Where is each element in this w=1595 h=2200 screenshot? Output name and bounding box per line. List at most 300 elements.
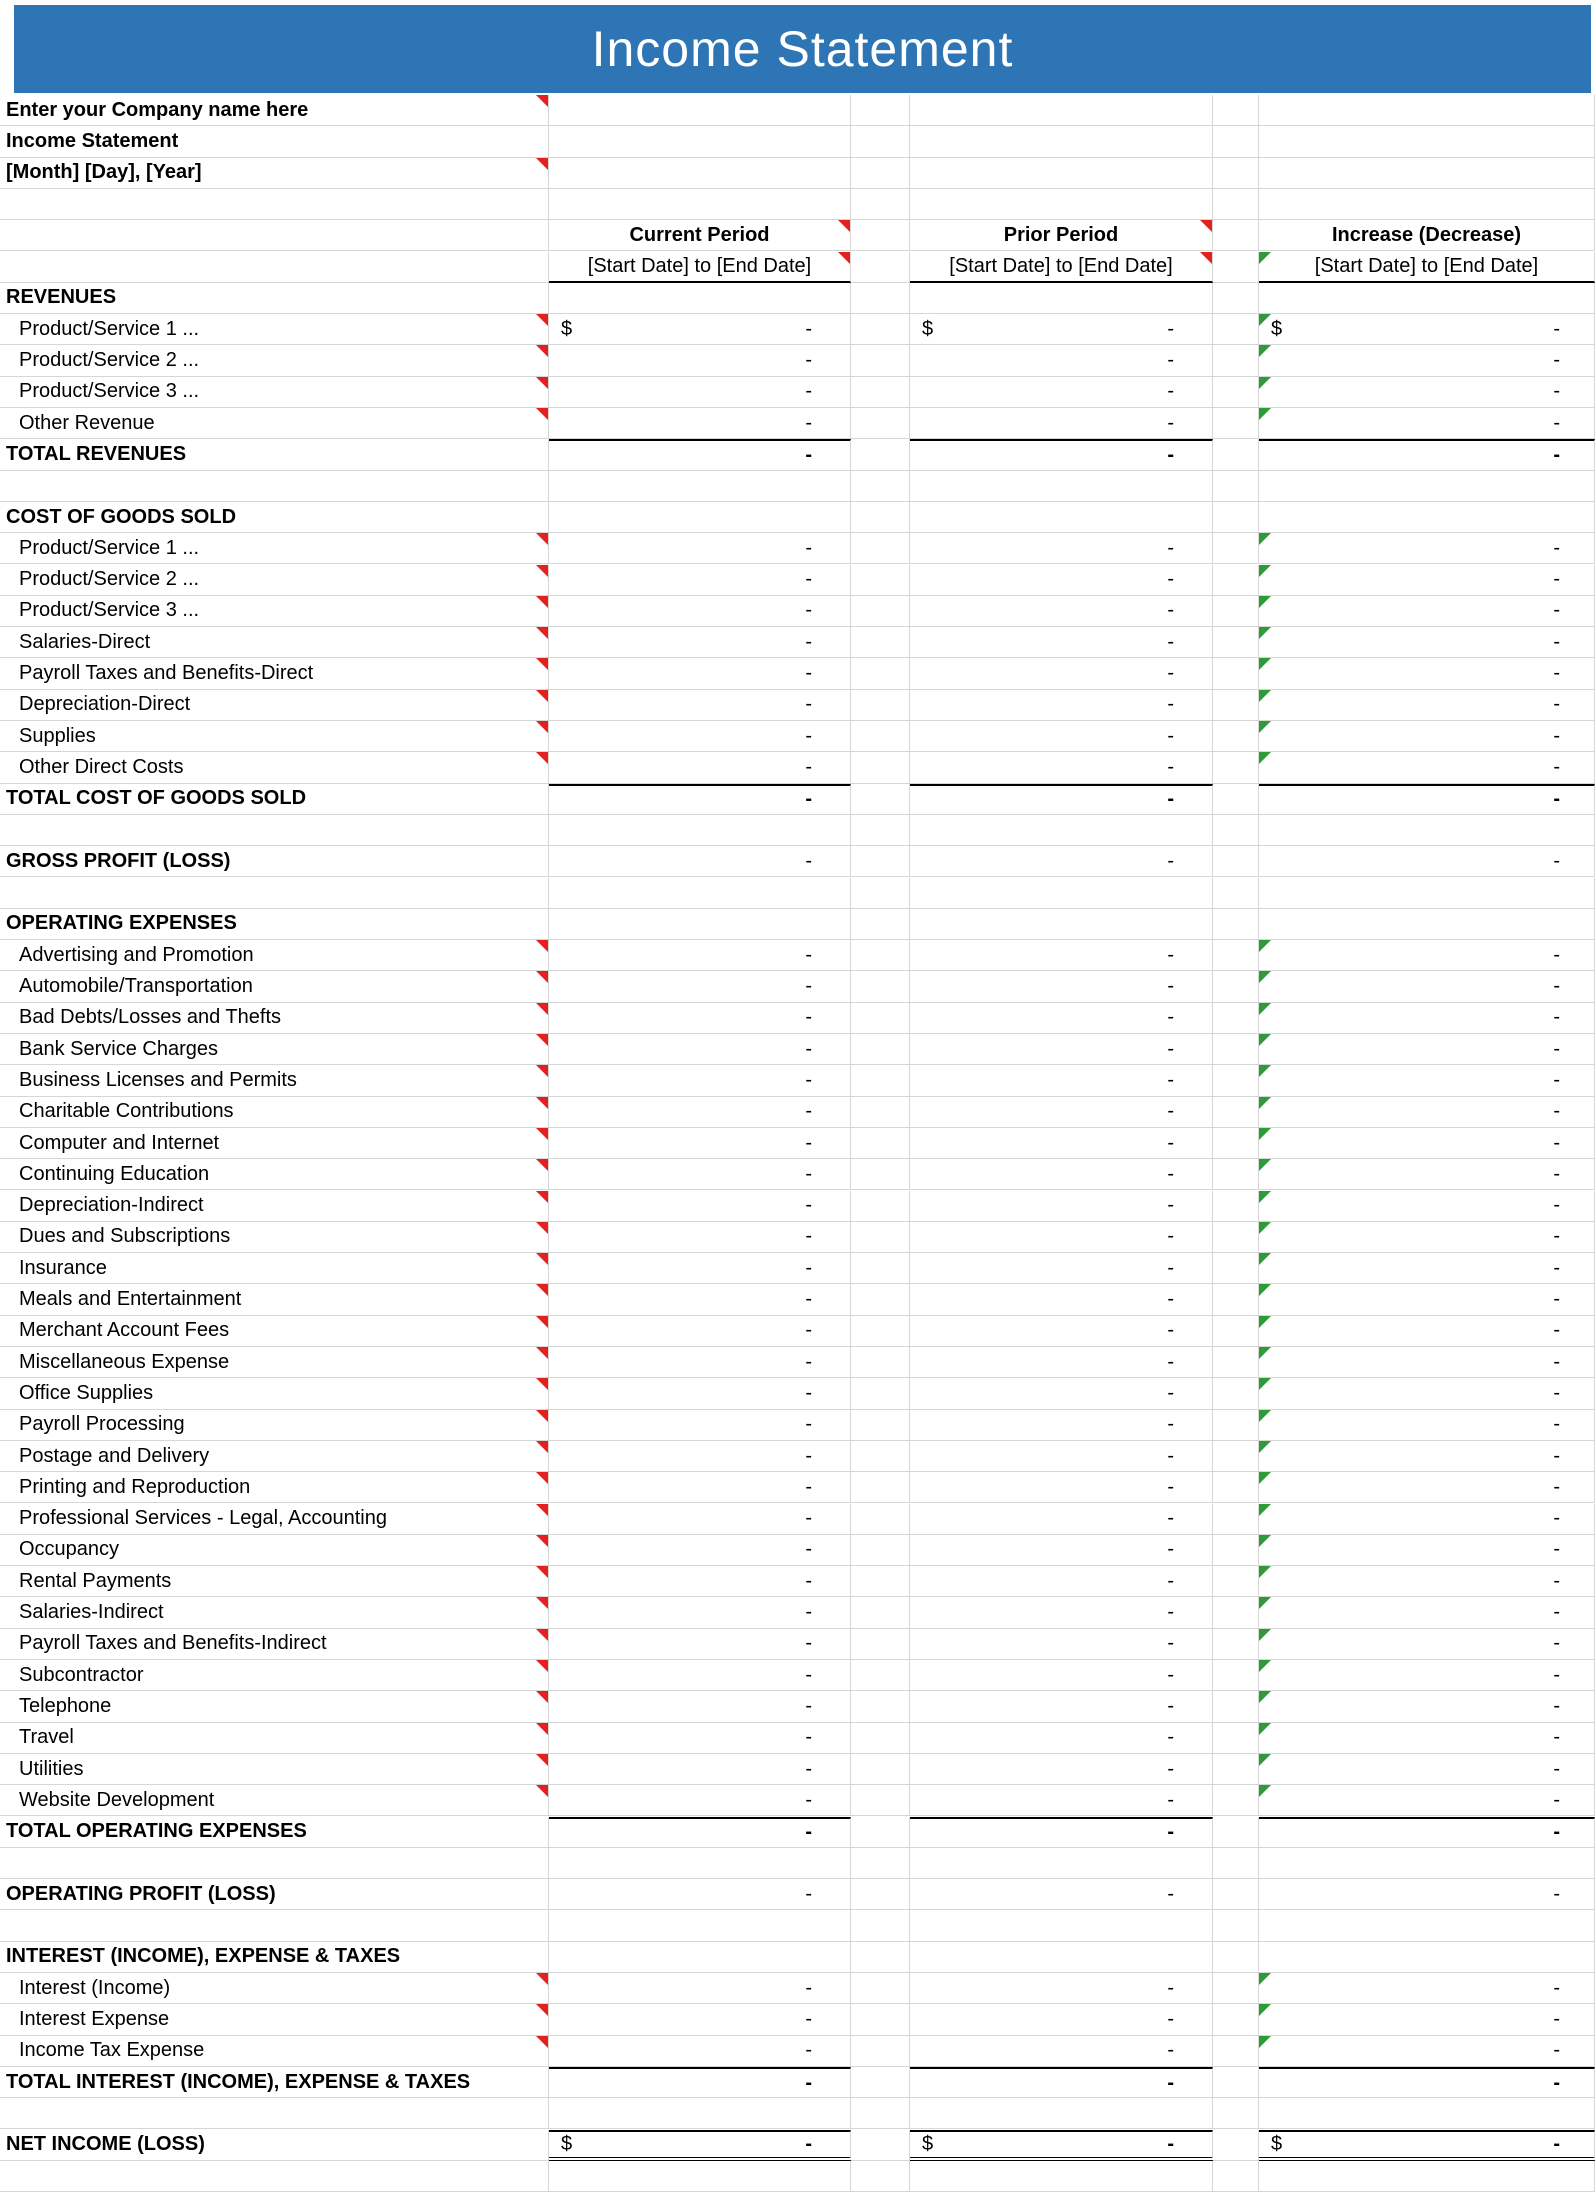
current-period-cell[interactable] [549, 1504, 851, 1535]
prior-period-cell[interactable] [910, 1535, 1213, 1566]
spacer-cell[interactable] [851, 220, 910, 251]
label-cell[interactable] [0, 1222, 549, 1253]
prior-period-cell[interactable] [910, 1097, 1213, 1128]
label-cell[interactable] [0, 1410, 549, 1441]
spacer-cell[interactable] [1213, 1942, 1259, 1973]
label-cell[interactable] [0, 1159, 549, 1190]
current-period-cell[interactable] [549, 1879, 851, 1910]
prior-period-cell[interactable] [910, 1284, 1213, 1315]
increase-cell[interactable] [1259, 220, 1595, 251]
label-cell[interactable] [0, 1441, 549, 1472]
current-period-cell[interactable] [549, 1347, 851, 1378]
increase-cell[interactable] [1259, 314, 1595, 345]
increase-cell[interactable] [1259, 1284, 1595, 1315]
increase-cell[interactable] [1259, 1253, 1595, 1284]
prior-period-cell[interactable] [910, 1723, 1213, 1754]
spacer-cell[interactable] [1213, 1660, 1259, 1691]
prior-period-cell[interactable] [910, 1660, 1213, 1691]
increase-cell[interactable] [1259, 1754, 1595, 1785]
prior-period-cell[interactable] [910, 2130, 1213, 2161]
spacer-cell[interactable] [851, 2036, 910, 2067]
spacer-cell[interactable] [1213, 2161, 1259, 2192]
current-period-cell[interactable] [549, 1754, 851, 1785]
increase-cell[interactable] [1259, 2067, 1595, 2098]
increase-cell[interactable] [1259, 1034, 1595, 1065]
spacer-cell[interactable] [1213, 1253, 1259, 1284]
label-cell[interactable] [0, 471, 549, 502]
spacer-cell[interactable] [851, 565, 910, 596]
current-period-cell[interactable] [549, 252, 851, 283]
current-period-cell[interactable] [549, 1973, 851, 2004]
current-period-cell[interactable] [549, 815, 851, 846]
spacer-cell[interactable] [1213, 1410, 1259, 1441]
spacer-cell[interactable] [851, 1222, 910, 1253]
spacer-cell[interactable] [851, 252, 910, 283]
increase-cell[interactable] [1259, 1128, 1595, 1159]
label-cell[interactable] [0, 1316, 549, 1347]
prior-period-cell[interactable] [910, 658, 1213, 689]
prior-period-cell[interactable] [910, 471, 1213, 502]
prior-period-cell[interactable] [910, 1410, 1213, 1441]
label-cell[interactable] [0, 1097, 549, 1128]
prior-period-cell[interactable] [910, 1191, 1213, 1222]
label-cell[interactable] [0, 1065, 549, 1096]
label-cell[interactable] [0, 971, 549, 1002]
prior-period-cell[interactable] [910, 1159, 1213, 1190]
increase-cell[interactable] [1259, 2004, 1595, 2035]
prior-period-cell[interactable] [910, 502, 1213, 533]
spacer-cell[interactable] [1213, 909, 1259, 940]
prior-period-cell[interactable] [910, 126, 1213, 157]
label-cell[interactable] [0, 784, 549, 815]
spacer-cell[interactable] [1213, 1597, 1259, 1628]
prior-period-cell[interactable] [910, 878, 1213, 909]
prior-period-cell[interactable] [910, 1378, 1213, 1409]
current-period-cell[interactable] [549, 846, 851, 877]
prior-period-cell[interactable] [910, 1347, 1213, 1378]
prior-period-cell[interactable] [910, 377, 1213, 408]
current-period-cell[interactable] [549, 1535, 851, 1566]
spacer-cell[interactable] [851, 1629, 910, 1660]
current-period-cell[interactable] [549, 1785, 851, 1816]
spacer-cell[interactable] [1213, 345, 1259, 376]
spacer-cell[interactable] [1213, 2004, 1259, 2035]
current-period-cell[interactable] [549, 1253, 851, 1284]
prior-period-cell[interactable] [910, 1754, 1213, 1785]
prior-period-cell[interactable] [910, 1222, 1213, 1253]
spacer-cell[interactable] [851, 95, 910, 126]
prior-period-cell[interactable] [910, 1691, 1213, 1722]
label-cell[interactable] [0, 1378, 549, 1409]
spacer-cell[interactable] [851, 1316, 910, 1347]
current-period-cell[interactable] [549, 1378, 851, 1409]
increase-cell[interactable] [1259, 784, 1595, 815]
increase-cell[interactable] [1259, 1378, 1595, 1409]
prior-period-cell[interactable] [910, 1785, 1213, 1816]
current-period-cell[interactable] [549, 1629, 851, 1660]
spacer-cell[interactable] [1213, 1378, 1259, 1409]
increase-cell[interactable] [1259, 596, 1595, 627]
spacer-cell[interactable] [851, 1472, 910, 1503]
current-period-cell[interactable] [549, 940, 851, 971]
spacer-cell[interactable] [851, 846, 910, 877]
label-cell[interactable] [0, 1191, 549, 1222]
spacer-cell[interactable] [851, 627, 910, 658]
spacer-cell[interactable] [851, 2098, 910, 2129]
spacer-cell[interactable] [851, 2004, 910, 2035]
spacer-cell[interactable] [851, 2067, 910, 2098]
increase-cell[interactable] [1259, 1910, 1595, 1941]
spacer-cell[interactable] [851, 1723, 910, 1754]
increase-cell[interactable] [1259, 721, 1595, 752]
label-cell[interactable] [0, 1723, 549, 1754]
spacer-cell[interactable] [851, 1785, 910, 1816]
spacer-cell[interactable] [851, 1566, 910, 1597]
spacer-cell[interactable] [851, 1848, 910, 1879]
current-period-cell[interactable] [549, 721, 851, 752]
increase-cell[interactable] [1259, 878, 1595, 909]
spacer-cell[interactable] [1213, 1566, 1259, 1597]
label-cell[interactable] [0, 1691, 549, 1722]
current-period-cell[interactable] [549, 2067, 851, 2098]
prior-period-cell[interactable] [910, 1910, 1213, 1941]
spacer-cell[interactable] [851, 1159, 910, 1190]
prior-period-cell[interactable] [910, 314, 1213, 345]
current-period-cell[interactable] [549, 502, 851, 533]
current-period-cell[interactable] [549, 2036, 851, 2067]
spacer-cell[interactable] [1213, 2036, 1259, 2067]
current-period-cell[interactable] [549, 2004, 851, 2035]
spacer-cell[interactable] [851, 377, 910, 408]
spacer-cell[interactable] [1213, 471, 1259, 502]
spacer-cell[interactable] [851, 1034, 910, 1065]
increase-cell[interactable] [1259, 690, 1595, 721]
spacer-cell[interactable] [1213, 1910, 1259, 1941]
increase-cell[interactable] [1259, 1629, 1595, 1660]
spacer-cell[interactable] [1213, 502, 1259, 533]
spacer-cell[interactable] [1213, 95, 1259, 126]
spacer-cell[interactable] [1213, 1973, 1259, 2004]
spacer-cell[interactable] [1213, 721, 1259, 752]
increase-cell[interactable] [1259, 95, 1595, 126]
prior-period-cell[interactable] [910, 345, 1213, 376]
label-cell[interactable] [0, 1973, 549, 2004]
spacer-cell[interactable] [851, 752, 910, 783]
label-cell[interactable] [0, 2036, 549, 2067]
spacer-cell[interactable] [1213, 189, 1259, 220]
spacer-cell[interactable] [851, 940, 910, 971]
label-cell[interactable] [0, 189, 549, 220]
increase-cell[interactable] [1259, 1504, 1595, 1535]
prior-period-cell[interactable] [910, 940, 1213, 971]
current-period-cell[interactable] [549, 1910, 851, 1941]
current-period-cell[interactable] [549, 314, 851, 345]
label-cell[interactable] [0, 2004, 549, 2035]
current-period-cell[interactable] [549, 1441, 851, 1472]
spacer-cell[interactable] [851, 658, 910, 689]
spacer-cell[interactable] [851, 1754, 910, 1785]
label-cell[interactable] [0, 1566, 549, 1597]
spacer-cell[interactable] [851, 1003, 910, 1034]
label-cell[interactable] [0, 690, 549, 721]
spacer-cell[interactable] [851, 878, 910, 909]
prior-period-cell[interactable] [910, 1253, 1213, 1284]
spacer-cell[interactable] [1213, 1879, 1259, 1910]
current-period-cell[interactable] [549, 1034, 851, 1065]
prior-period-cell[interactable] [910, 1034, 1213, 1065]
spacer-cell[interactable] [1213, 1504, 1259, 1535]
label-cell[interactable] [0, 439, 549, 470]
prior-period-cell[interactable] [910, 1504, 1213, 1535]
spacer-cell[interactable] [851, 1128, 910, 1159]
spacer-cell[interactable] [1213, 2067, 1259, 2098]
spacer-cell[interactable] [1213, 1754, 1259, 1785]
prior-period-cell[interactable] [910, 252, 1213, 283]
increase-cell[interactable] [1259, 283, 1595, 314]
spacer-cell[interactable] [1213, 126, 1259, 157]
increase-cell[interactable] [1259, 1597, 1595, 1628]
spacer-cell[interactable] [1213, 2098, 1259, 2129]
prior-period-cell[interactable] [910, 784, 1213, 815]
spacer-cell[interactable] [1213, 314, 1259, 345]
prior-period-cell[interactable] [910, 909, 1213, 940]
label-cell[interactable] [0, 377, 549, 408]
label-cell[interactable] [0, 95, 549, 126]
current-period-cell[interactable] [549, 784, 851, 815]
current-period-cell[interactable] [549, 909, 851, 940]
increase-cell[interactable] [1259, 439, 1595, 470]
spacer-cell[interactable] [1213, 283, 1259, 314]
increase-cell[interactable] [1259, 2036, 1595, 2067]
label-cell[interactable] [0, 283, 549, 314]
current-period-cell[interactable] [549, 1159, 851, 1190]
spacer-cell[interactable] [851, 1597, 910, 1628]
increase-cell[interactable] [1259, 909, 1595, 940]
spacer-cell[interactable] [1213, 252, 1259, 283]
label-cell[interactable] [0, 1034, 549, 1065]
spacer-cell[interactable] [1213, 1535, 1259, 1566]
current-period-cell[interactable] [549, 158, 851, 189]
label-cell[interactable] [0, 721, 549, 752]
spacer-cell[interactable] [851, 439, 910, 470]
increase-cell[interactable] [1259, 846, 1595, 877]
label-cell[interactable] [0, 408, 549, 439]
spacer-cell[interactable] [1213, 596, 1259, 627]
label-cell[interactable] [0, 1253, 549, 1284]
prior-period-cell[interactable] [910, 1316, 1213, 1347]
prior-period-cell[interactable] [910, 283, 1213, 314]
label-cell[interactable] [0, 533, 549, 564]
spacer-cell[interactable] [851, 1691, 910, 1722]
spacer-cell[interactable] [1213, 1347, 1259, 1378]
spacer-cell[interactable] [1213, 1691, 1259, 1722]
current-period-cell[interactable] [549, 1660, 851, 1691]
spacer-cell[interactable] [1213, 1065, 1259, 1096]
prior-period-cell[interactable] [910, 1817, 1213, 1848]
prior-period-cell[interactable] [910, 1128, 1213, 1159]
increase-cell[interactable] [1259, 658, 1595, 689]
spacer-cell[interactable] [1213, 1441, 1259, 1472]
prior-period-cell[interactable] [910, 1003, 1213, 1034]
prior-period-cell[interactable] [910, 1879, 1213, 1910]
spacer-cell[interactable] [851, 690, 910, 721]
spacer-cell[interactable] [851, 1284, 910, 1315]
prior-period-cell[interactable] [910, 1848, 1213, 1879]
label-cell[interactable] [0, 1003, 549, 1034]
spacer-cell[interactable] [1213, 565, 1259, 596]
current-period-cell[interactable] [549, 1723, 851, 1754]
prior-period-cell[interactable] [910, 2067, 1213, 2098]
current-period-cell[interactable] [549, 377, 851, 408]
label-cell[interactable] [0, 1504, 549, 1535]
spacer-cell[interactable] [851, 1253, 910, 1284]
increase-cell[interactable] [1259, 1879, 1595, 1910]
spacer-cell[interactable] [851, 2161, 910, 2192]
spacer-cell[interactable] [1213, 658, 1259, 689]
increase-cell[interactable] [1259, 533, 1595, 564]
spacer-cell[interactable] [851, 1347, 910, 1378]
spacer-cell[interactable] [851, 1973, 910, 2004]
label-cell[interactable] [0, 658, 549, 689]
increase-cell[interactable] [1259, 565, 1595, 596]
spacer-cell[interactable] [851, 1378, 910, 1409]
increase-cell[interactable] [1259, 2161, 1595, 2192]
prior-period-cell[interactable] [910, 1973, 1213, 2004]
increase-cell[interactable] [1259, 1973, 1595, 2004]
increase-cell[interactable] [1259, 1191, 1595, 1222]
spacer-cell[interactable] [1213, 1097, 1259, 1128]
increase-cell[interactable] [1259, 971, 1595, 1002]
spacer-cell[interactable] [1213, 1222, 1259, 1253]
increase-cell[interactable] [1259, 471, 1595, 502]
current-period-cell[interactable] [549, 408, 851, 439]
increase-cell[interactable] [1259, 345, 1595, 376]
spacer-cell[interactable] [1213, 846, 1259, 877]
increase-cell[interactable] [1259, 252, 1595, 283]
current-period-cell[interactable] [549, 878, 851, 909]
prior-period-cell[interactable] [910, 1597, 1213, 1628]
prior-period-cell[interactable] [910, 220, 1213, 251]
spacer-cell[interactable] [851, 784, 910, 815]
spacer-cell[interactable] [1213, 1472, 1259, 1503]
label-cell[interactable] [0, 596, 549, 627]
current-period-cell[interactable] [549, 1128, 851, 1159]
spacer-cell[interactable] [1213, 408, 1259, 439]
spacer-cell[interactable] [1213, 1848, 1259, 1879]
label-cell[interactable] [0, 1754, 549, 1785]
prior-period-cell[interactable] [910, 2098, 1213, 2129]
spacer-cell[interactable] [1213, 690, 1259, 721]
prior-period-cell[interactable] [910, 2036, 1213, 2067]
current-period-cell[interactable] [549, 1284, 851, 1315]
prior-period-cell[interactable] [910, 846, 1213, 877]
increase-cell[interactable] [1259, 1097, 1595, 1128]
prior-period-cell[interactable] [910, 565, 1213, 596]
spacer-cell[interactable] [1213, 2130, 1259, 2161]
increase-cell[interactable] [1259, 1065, 1595, 1096]
spacer-cell[interactable] [1213, 377, 1259, 408]
increase-cell[interactable] [1259, 1942, 1595, 1973]
spacer-cell[interactable] [851, 909, 910, 940]
spacer-cell[interactable] [1213, 815, 1259, 846]
increase-cell[interactable] [1259, 377, 1595, 408]
prior-period-cell[interactable] [910, 1441, 1213, 1472]
spacer-cell[interactable] [1213, 1817, 1259, 1848]
spacer-cell[interactable] [1213, 1316, 1259, 1347]
spacer-cell[interactable] [1213, 1191, 1259, 1222]
current-period-cell[interactable] [549, 1065, 851, 1096]
prior-period-cell[interactable] [910, 971, 1213, 1002]
label-cell[interactable] [0, 1910, 549, 1941]
spacer-cell[interactable] [851, 314, 910, 345]
current-period-cell[interactable] [549, 1097, 851, 1128]
label-cell[interactable] [0, 1942, 549, 1973]
current-period-cell[interactable] [549, 690, 851, 721]
current-period-cell[interactable] [549, 565, 851, 596]
label-cell[interactable] [0, 565, 549, 596]
prior-period-cell[interactable] [910, 2004, 1213, 2035]
current-period-cell[interactable] [549, 283, 851, 314]
spacer-cell[interactable] [1213, 627, 1259, 658]
spacer-cell[interactable] [1213, 220, 1259, 251]
label-cell[interactable] [0, 1472, 549, 1503]
spacer-cell[interactable] [851, 1879, 910, 1910]
current-period-cell[interactable] [549, 752, 851, 783]
current-period-cell[interactable] [549, 1597, 851, 1628]
spacer-cell[interactable] [851, 345, 910, 376]
spacer-cell[interactable] [1213, 1284, 1259, 1315]
increase-cell[interactable] [1259, 1817, 1595, 1848]
increase-cell[interactable] [1259, 1472, 1595, 1503]
current-period-cell[interactable] [549, 1691, 851, 1722]
spacer-cell[interactable] [851, 1535, 910, 1566]
prior-period-cell[interactable] [910, 690, 1213, 721]
label-cell[interactable] [0, 502, 549, 533]
spacer-cell[interactable] [851, 533, 910, 564]
label-cell[interactable] [0, 878, 549, 909]
prior-period-cell[interactable] [910, 1942, 1213, 1973]
spacer-cell[interactable] [1213, 1128, 1259, 1159]
current-period-cell[interactable] [549, 439, 851, 470]
prior-period-cell[interactable] [910, 158, 1213, 189]
spacer-cell[interactable] [851, 1910, 910, 1941]
current-period-cell[interactable] [549, 1222, 851, 1253]
label-cell[interactable] [0, 126, 549, 157]
increase-cell[interactable] [1259, 408, 1595, 439]
spacer-cell[interactable] [851, 502, 910, 533]
current-period-cell[interactable] [549, 345, 851, 376]
increase-cell[interactable] [1259, 627, 1595, 658]
spacer-cell[interactable] [851, 283, 910, 314]
label-cell[interactable] [0, 1817, 549, 1848]
spacer-cell[interactable] [1213, 1159, 1259, 1190]
prior-period-cell[interactable] [910, 1472, 1213, 1503]
spacer-cell[interactable] [851, 1942, 910, 1973]
current-period-cell[interactable] [549, 1410, 851, 1441]
prior-period-cell[interactable] [910, 2161, 1213, 2192]
label-cell[interactable] [0, 1535, 549, 1566]
label-cell[interactable] [0, 815, 549, 846]
increase-cell[interactable] [1259, 189, 1595, 220]
label-cell[interactable] [0, 752, 549, 783]
increase-cell[interactable] [1259, 1848, 1595, 1879]
current-period-cell[interactable] [549, 189, 851, 220]
prior-period-cell[interactable] [910, 189, 1213, 220]
increase-cell[interactable] [1259, 1723, 1595, 1754]
prior-period-cell[interactable] [910, 533, 1213, 564]
spacer-cell[interactable] [1213, 1003, 1259, 1034]
increase-cell[interactable] [1259, 158, 1595, 189]
